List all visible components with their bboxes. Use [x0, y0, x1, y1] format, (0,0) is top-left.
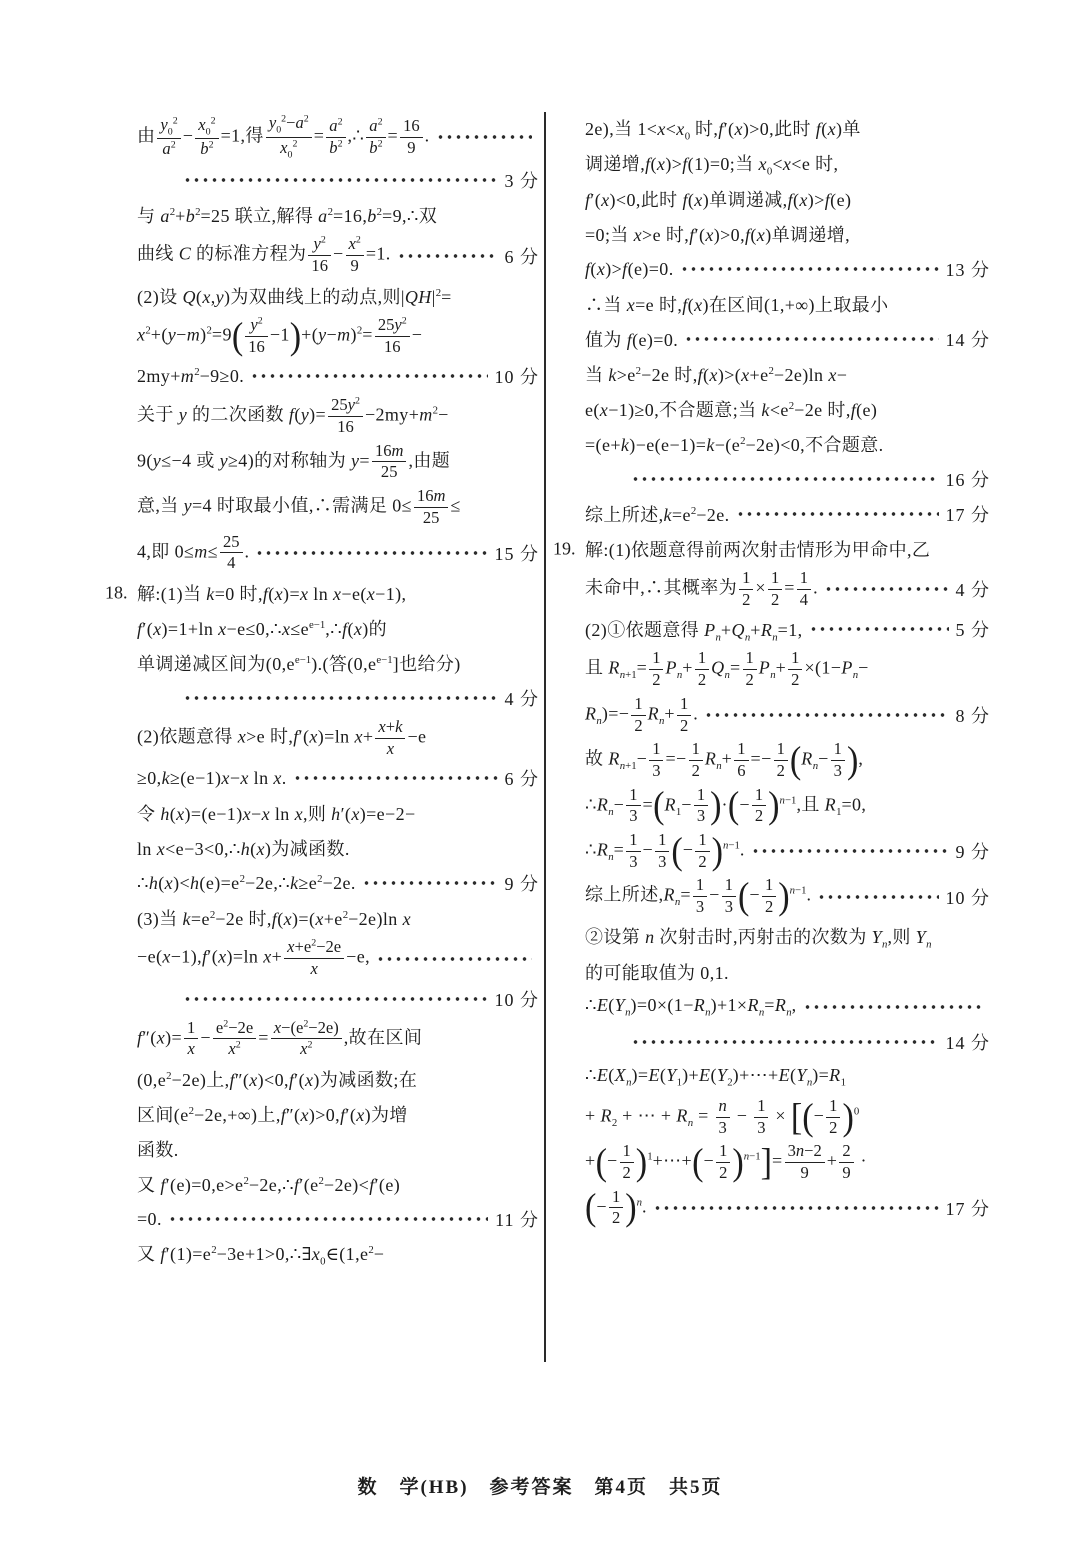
dot-leader	[293, 775, 498, 781]
score-label: 10 分	[945, 887, 990, 908]
solution-text: 区间$(e^2-2e,+\infty)$上,f″(x)>0,f′(x)为增	[137, 1105, 408, 1126]
solution-text: 2e),当 $1<x<x_0$ 时,f′(x)>0,此时 f(x)单	[585, 119, 861, 143]
solution-text: 与 $a^2+b^2=25$ 联立,解得 $a^2=16,b^2=9,\therefore$双	[137, 206, 438, 227]
dot-leader	[704, 712, 948, 718]
dot-leader	[183, 996, 488, 1002]
solution-line	[553, 829, 990, 873]
score-label: 3 分	[504, 171, 539, 192]
page-footer: 数 学(HB) 参考答案 第4页 共5页	[357, 1477, 723, 1498]
dot-leader	[362, 880, 498, 886]
score-label: 17 分	[945, 1198, 990, 1219]
solution-line	[553, 647, 990, 691]
solution-text: =0;当 x>e 时,f′(x)>0,f(x)单调递增,	[585, 225, 851, 245]
dot-leader	[631, 476, 939, 482]
solution-text: f(x)>f(e)=0.	[585, 258, 674, 279]
solution-line	[553, 738, 990, 782]
solution-line	[553, 497, 990, 531]
solution-text: $\therefore E(Y_n)=0\times(1-R_n)+1\times R_n=R_n$,	[585, 995, 797, 1019]
solution-line	[105, 233, 539, 277]
solution-line	[553, 1095, 990, 1139]
solution-text: (2)①依题意得 $P_n+Q_n+R_n=1$,	[585, 619, 803, 644]
dot-leader	[736, 511, 939, 517]
solution-text: 的可能取值为 0,1.	[585, 962, 729, 983]
solution-line	[553, 1025, 990, 1059]
solution-text: f″(x)= $\frac{1}{x}$ − $\frac{e^2-2e}{x^2}$ = $\frac{x-(e^2-2e)}{x^2}$ ,故在区间	[137, 1017, 423, 1059]
solution-line	[553, 784, 990, 828]
solution-line	[553, 1140, 990, 1184]
solution-text: 意,当 y=4 时取最小值,∴需满足 0≤ $\frac{16m}{25}$ ≤	[137, 486, 461, 527]
score-label: 6 分	[504, 769, 539, 790]
solution-line	[105, 163, 539, 197]
solution-text: ≥0,k≥(e−1)x−x ln x.	[137, 767, 287, 788]
dot-leader	[680, 266, 939, 272]
solution-line	[105, 901, 539, 935]
score-label: 10 分	[494, 367, 539, 388]
solution-text: 函数.	[137, 1140, 179, 1161]
solution-text: 又 $f'(e)=0,e>e^2-2e,\therefore f'(e^2-2e)<f'(e)$	[137, 1175, 401, 1196]
solution-line	[553, 392, 990, 426]
solution-text: 4,即 0≤m≤ $\frac{25}{4}$ .	[137, 531, 250, 573]
solution-text: 综上所述$,k=e^2-2e$.	[585, 505, 730, 525]
solution-text: $(0,e^2-2e)$上,f″(x)<0,f′(x)为减函数;在	[137, 1070, 418, 1091]
dot-leader	[684, 336, 938, 342]
solution-text: ∴当 x=e 时,f(x)在区间(1,+∞)上取最小	[585, 295, 889, 315]
solution-line	[553, 990, 990, 1024]
solution-text: $\therefore E(X_n)=E(Y_1)+E(Y_2)+\cdots+E(Y_n)=R_1$	[585, 1065, 846, 1089]
score-label: 9 分	[955, 842, 990, 863]
dot-leader	[436, 134, 532, 140]
solution-text: −e(x−1),f′(x)=ln x+ $\frac{x+e^2-2e}{x}$ −e,	[137, 937, 371, 979]
dot-leader	[751, 848, 949, 854]
solution-line	[553, 112, 990, 146]
solution-text: $\therefore R_n-$ $\frac{1}{3}$ $=(R_1-$ $\frac{1}{3}$ )·(− $\frac{1}{2}$ )$^{n-1}$,且 $R_1=0$,	[585, 784, 867, 827]
solution-text: f′(x)<0,此时 f(x)单调递减,f(x)>f(e)	[585, 190, 852, 210]
solution-line	[553, 1186, 990, 1230]
solution-text: 单调递减区间为$(0,e^{e-1})$.(答$(0,e^{e-1}]$也给分)	[137, 653, 461, 674]
solution-line	[553, 693, 990, 737]
score-label: 10 分	[494, 989, 539, 1010]
solution-text: + $R_2$ + ⋯ + $R_n$ = $\frac{n}{3}$ − $\frac{1}{3}$ × [(− $\frac{1}{2}$ )$^0$	[585, 1095, 860, 1138]
left-column	[105, 112, 539, 1272]
solution-text: 关于 y 的二次函数 f(y)= $\frac{25y^2}{16}$ $-2my+m^2-$	[137, 395, 449, 436]
solution-text: (2)依题意得 x>e 时,f′(x)=ln x+ $\frac{x+k}{x}$ −e	[137, 716, 427, 758]
solution-text: ln x<e−3<0,∴h(x)为减函数.	[137, 839, 350, 860]
solution-text: 又 $f'(1)=e^2-3e+1>0,\therefore\exists x_0\in(1,e^2-$	[137, 1244, 385, 1268]
solution-line	[105, 936, 539, 980]
dot-leader	[631, 1039, 939, 1045]
solution-text: 故 $R_{n+1}-$ $\frac{1}{3}$ =− $\frac{1}{2}$ $R_n+$ $\frac{1}{6}$ =− $\frac{1}{2}$ ($R_n-$ $\frac{1}{3}$ ),	[585, 739, 864, 782]
score-label: 4 分	[955, 580, 990, 601]
solution-text: $\therefore h(x)<h(e)=e^2-2e,\therefore k\ge e^2-2e$.	[137, 872, 356, 893]
solution-text: 未命中,∴其概率为 $\frac{1}{2}$ × $\frac{1}{2}$ = $\frac{1}{4}$ .	[585, 568, 818, 609]
solution-line	[105, 314, 539, 358]
score-label: 15 分	[494, 543, 539, 564]
dot-leader	[809, 626, 949, 632]
dot-leader	[183, 695, 498, 701]
solution-line	[105, 485, 539, 529]
solution-text: 令 h(x)=(e−1)x−x ln x,则 h′(x)=e−2−	[137, 804, 416, 825]
solution-line	[105, 576, 539, 610]
solution-text: =0.	[137, 1208, 162, 1229]
solution-line	[553, 287, 990, 321]
solution-text: 且 $R_{n+1}=$ $\frac{1}{2}$ $P_n+$ $\frac{1}{2}$ $Q_n=$ $\frac{1}{2}$ $P_n+$ $\frac{1}{2}$ $\times(1-P_n-$	[585, 648, 869, 690]
solution-line	[105, 1202, 539, 1236]
solution-line	[105, 1097, 539, 1131]
solution-line	[105, 1017, 539, 1061]
solution-line	[553, 147, 990, 181]
solution-text: $2my+m^2-9\ge 0$.	[137, 365, 245, 386]
solution-line	[553, 1060, 990, 1094]
dot-leader	[803, 1004, 983, 1010]
solution-line	[105, 646, 539, 680]
solution-text: 当 $k>e^2-2e$ 时$,f(x)>(x+e^2-2e)\ln$ x−	[585, 365, 848, 385]
solution-line	[553, 532, 990, 566]
solution-line	[105, 982, 539, 1016]
dot-leader	[168, 1216, 488, 1222]
score-label: 11 分	[495, 1210, 539, 1231]
solution-line	[105, 1237, 539, 1271]
solution-text: 9(y≤−4 或 y≥4)的对称轴为 y= $\frac{16m}{25}$ ,由题	[137, 440, 451, 482]
solution-line	[105, 279, 539, 313]
dot-leader	[653, 1205, 939, 1211]
solution-line	[105, 611, 539, 645]
right-column	[553, 112, 990, 1231]
score-label: 4 分	[504, 688, 539, 709]
dot-leader	[255, 550, 487, 556]
dot-leader	[183, 177, 498, 183]
score-label: 9 分	[504, 874, 539, 895]
solution-text: 调递增,f(x)>f(1)=0;当 $x_0<x<e$ 时,	[585, 154, 839, 178]
solution-line	[105, 198, 539, 232]
solution-text: (3)当 $k=e^2-2e$ 时$,f(x)=(x+e^2-2e)\ln$ x	[137, 909, 411, 930]
solution-text: $\therefore R_n=$ $\frac{1}{3}$ − $\frac{1}{3}$ (− $\frac{1}{2}$ )$^{n-1}$.	[585, 830, 745, 872]
solution-line	[105, 359, 539, 393]
solution-line	[553, 567, 990, 611]
solution-text: 值为 f(e)=0.	[585, 330, 679, 350]
solution-line	[553, 322, 990, 356]
solution-text: $x^2+(y-m)^2=9$( $\frac{y^2}{16}$ $-1)+(y-m)^2=$ $\frac{25y^2}{16}$ −	[137, 314, 423, 357]
solution-text: 解:(1)依题意得前两次射击情形为甲命中,乙	[585, 540, 931, 560]
solution-line	[553, 217, 990, 251]
solution-text: 综上所述$,R_n=$ $\frac{1}{3}$ − $\frac{1}{3}$ (− $\frac{1}{2}$ )$^{n-1}$.	[585, 875, 812, 918]
solution-line	[553, 357, 990, 391]
solution-text: 由 $\frac{y_0^2}{a^2}$ − $\frac{x_0^2}{b^2}$ =1,得 $\frac{y_0^2-a^2}{x_0^2}$ = $\frac{a^2}{b^2}$ ,∴ $\frac{a^2}{b^2}$ = $\frac{16}{9}$ .	[137, 113, 430, 161]
solution-line	[105, 716, 539, 760]
solution-line	[553, 462, 990, 496]
solution-text: (2)设 Q(x,y)为双曲线上的动点,则$|QH|^2=$	[137, 286, 452, 307]
solution-line	[105, 681, 539, 715]
dot-leader	[824, 586, 949, 592]
dot-leader	[250, 373, 487, 379]
dot-leader	[376, 956, 532, 962]
score-label: 8 分	[955, 706, 990, 727]
score-label: 17 分	[945, 505, 990, 525]
solution-text: $R_n)=-$ $\frac{1}{2}$ $R_n+$ $\frac{1}{2}$ .	[585, 693, 699, 735]
score-label: 5 分	[955, 620, 990, 641]
score-label: 14 分	[945, 1032, 990, 1053]
score-label: 16 分	[945, 470, 990, 490]
solution-text: ②设第 n 次射击时,丙射击的次数为 $Y_n$,则 $Y_n$	[585, 927, 932, 951]
column-divider-rule	[544, 112, 546, 1362]
solution-line	[105, 440, 539, 484]
solution-line	[105, 866, 539, 900]
solution-text: e(x−1)≥0,不合题意;当 $k<e^2-2e$ 时,f(e)	[585, 400, 878, 420]
solution-line	[553, 427, 990, 461]
solution-line	[553, 182, 990, 216]
problem-number: 19.	[553, 538, 576, 559]
problem-number: 18.	[105, 582, 128, 603]
solution-line	[553, 874, 990, 918]
solution-line	[105, 761, 539, 795]
solution-line	[105, 394, 539, 438]
solution-line	[553, 252, 990, 286]
solution-line	[105, 531, 539, 575]
score-label: 6 分	[504, 246, 539, 267]
dot-leader	[817, 894, 938, 900]
solution-text: 解:(1)当 k=0 时,f(x)=x ln x−e(x−1),	[137, 583, 407, 604]
dot-leader	[397, 253, 498, 259]
score-label: 13 分	[945, 260, 990, 280]
solution-line	[553, 612, 990, 646]
solution-line	[105, 112, 539, 162]
solution-text: (− $\frac{1}{2}$ )$^n$.	[585, 1186, 647, 1229]
solution-text: $=(e+k)-e(e-1)=k-(e^2-2e)<0$,不合题意.	[585, 435, 884, 455]
solution-line	[105, 1167, 539, 1201]
solution-text: f′(x)=1+ln $x-e\le 0,\therefore x\le e^{e-1},\therefore f(x)$的	[137, 618, 388, 639]
solution-line	[553, 920, 990, 954]
solution-line	[105, 831, 539, 865]
solution-line	[105, 796, 539, 830]
solution-line	[105, 1062, 539, 1096]
solution-line	[553, 955, 990, 989]
solution-text: 曲线 C 的标准方程为 $\frac{y^2}{16}$ − $\frac{x^2}{9}$ =1.	[137, 234, 391, 276]
solution-text: +(− $\frac{1}{2}$ )$^1$+⋯+(− $\frac{1}{2}$ )$^{n-1}$]= $\frac{3n-2}{9}$ + $\frac{2}{9}$ ·	[585, 1141, 867, 1184]
score-label: 14 分	[945, 330, 990, 350]
solution-line	[105, 1132, 539, 1166]
